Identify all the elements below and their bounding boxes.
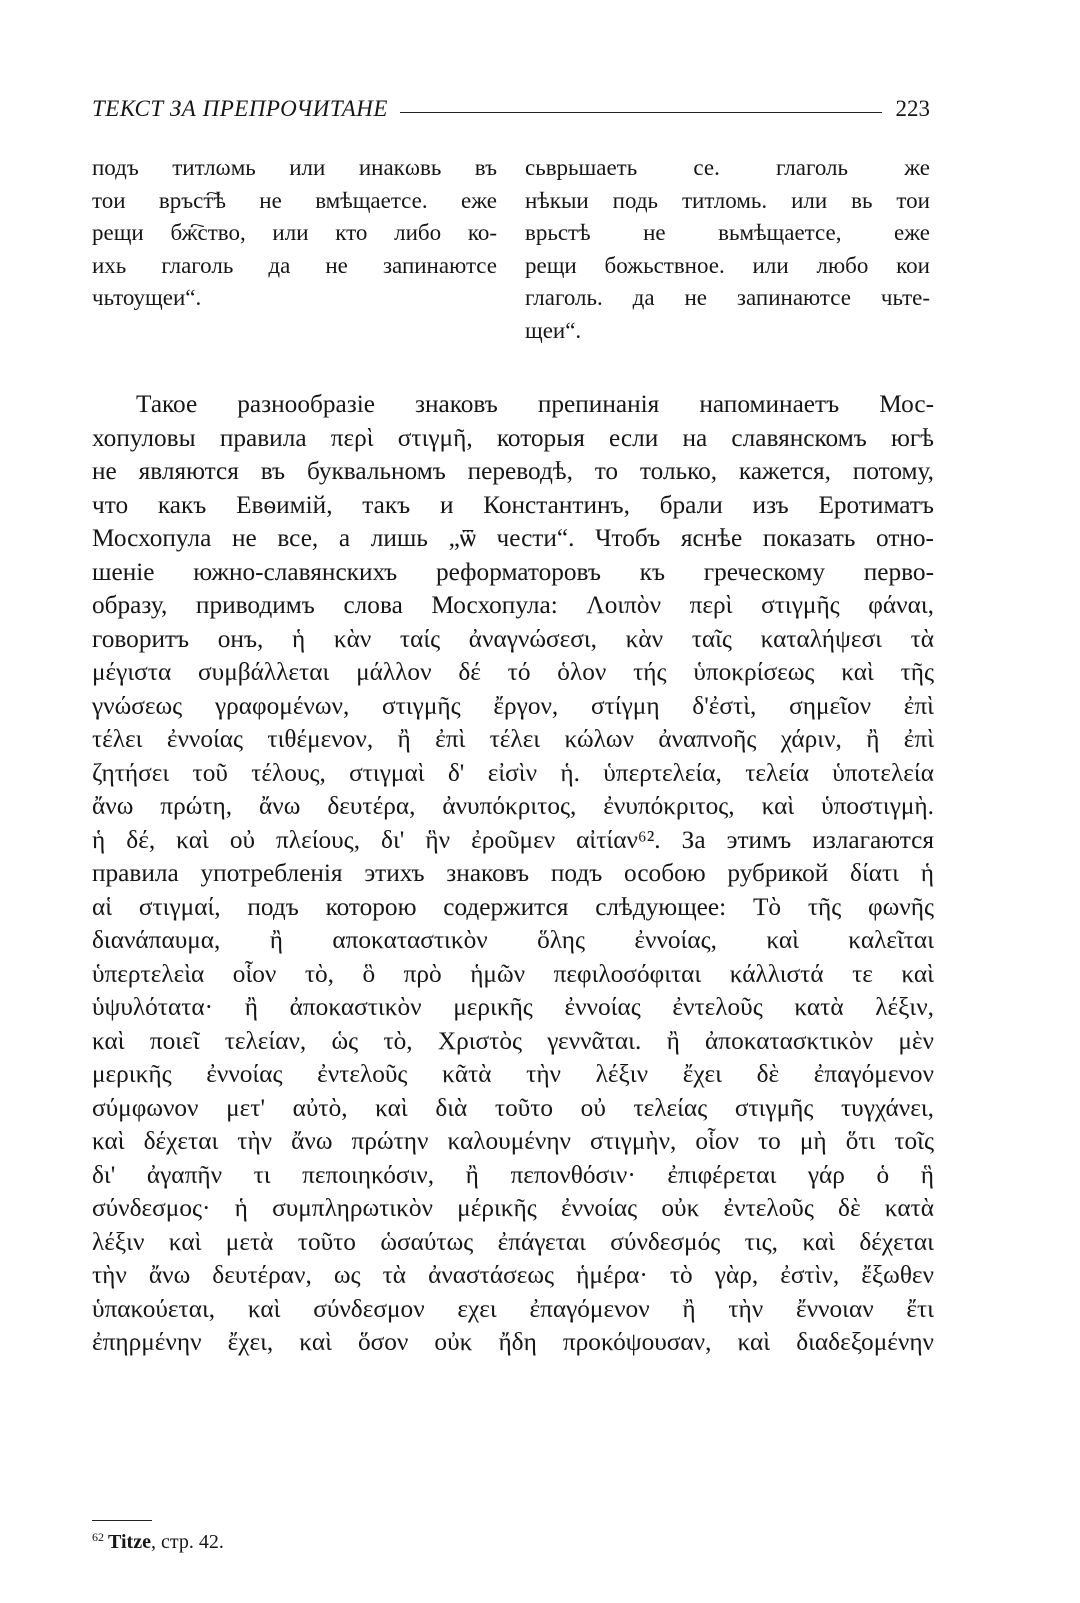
right-column xyxy=(525,152,930,347)
body-line: ὑπερτελεὶα οἷον τὸ, ὃ πρὸ ἡμῶν πεφιλοσόφιται κάλλιστά τε καὶ xyxy=(92,959,934,988)
body-line: ζητήσει τοῦ τέλους, στιγμαὶ δ' εἰσὶν ἡ. ὑπερτελεία, τελεία ὑποτελεία xyxy=(92,758,934,787)
footnote xyxy=(92,1530,224,1554)
left-column-line: рещи бж҇ство, или кто либо ко- xyxy=(92,220,497,245)
right-column-line: врьстѣ не вьмѣщаетсе, еже xyxy=(525,220,930,245)
right-column-line: глаголь. да не запинаютсе чьте- xyxy=(525,285,930,310)
header-rule xyxy=(400,112,882,113)
parallel-columns xyxy=(92,152,930,347)
body-line: διανάπαυμα, ἢ αποκαταστικὸν ὅλης ἐννοίας, καὶ καλεῖται xyxy=(92,926,934,954)
body-line: καὶ δέχεται τὴν ἄνω πρώτην καλουμένην στιγμὴν, οἷον το μὴ ὅτι τοῖς xyxy=(92,1127,934,1155)
body-line: αἱ στιγμαί, подъ которою содержится слѣдующее: Τὸ τῆς φωνῆς xyxy=(92,892,934,921)
right-column-line: нѣкыи подь титломь. или вь тои xyxy=(525,187,930,213)
left-column xyxy=(92,152,497,347)
body-line: ἐπηρμένην ἔχει, καὶ ὅσον οὐκ ἤδη προκόψουσαν, καὶ διαδεξομένην xyxy=(92,1328,934,1356)
body-line: не являются въ буквальномъ переводѣ, то только, кажется, потому, xyxy=(92,457,934,485)
body-paragraph xyxy=(92,388,934,1360)
header-title: ТЕКСТ ЗА ПРЕПРОЧИТАНЕ xyxy=(92,96,388,121)
body-line: μερικῆς ἐννοίας ἐντελοῦς κᾶτὰ τὴν λέξιν ἔχει δὲ ἐπαγόμενον xyxy=(92,1060,934,1088)
left-column-line: подъ титлωмь или инакωвь въ xyxy=(92,155,497,180)
body-line: ὑψυλότατα· ἢ ἀποκαστικὸν μερικῆς ἐννοίας ἐντελοῦς κατὰ λέξιν, xyxy=(92,993,934,1021)
body-line: λέξιν καὶ μετὰ τοῦτο ὡσαύτως ἐπάγεται σύνδεσμός τις, καὶ δέχεται xyxy=(92,1227,934,1256)
body-line: ἄνω πρώτη, ἄνω δευτέρα, ἀνυπόκριτος, ἐνυπόκριτος, καὶ ὑποστιγμὴ. xyxy=(92,792,934,820)
left-column-line: ихь глаголь да не запинаютсе xyxy=(92,252,497,278)
right-column-line: сьврьшаеть се. глаголь же xyxy=(525,155,930,180)
footnote-number: 62 xyxy=(92,1530,104,1544)
left-column-line: тои връст҇ѣ не вмѣщаетсе. еже xyxy=(92,187,497,213)
right-column-line: рещи божьствное. или любо кои xyxy=(525,252,930,278)
body-line: образу, приводимъ слова Мосхопула: Λοιπὸν περὶ στιγμῆς φάναι, xyxy=(92,591,934,619)
body-line: Такое разнообразіе знаковъ препинанія напоминаетъ Мос- xyxy=(136,390,934,418)
footnote-author: Titze xyxy=(108,1531,151,1553)
body-line: что какъ Евѳимій, такъ и Константинъ, брали изъ Еротиматъ xyxy=(92,490,934,519)
footnote-reference: , стр. 42. xyxy=(150,1531,224,1553)
body-line: σύνδεσμος· ἡ συμπληρωτικὸν μέρικῆς ἐννοίας οὐκ ἐντελοῦς δὲ κατὰ xyxy=(92,1194,934,1222)
body-line: Мосхопула не все, а лишь „ѿ чести“. Чтобъ яснѣе показать отно- xyxy=(92,524,934,552)
body-line: правила употребленія этихъ знаковъ подъ особою рубрикой δίατι ἡ xyxy=(92,859,934,887)
body-line: σύμφωνον μετ' αὐτὸ, καὶ διὰ τοῦτο οὐ τελείας στιγμῆς τυγχάνει, xyxy=(92,1093,934,1122)
body-line: τὴν ἄνω δευτέραν, ως τὰ ἀναστάσεως ἡμέρα· τὸ γὰρ, ἐστὶν, ἔξωθεν xyxy=(92,1261,934,1289)
left-column-line: чьтоущеи“. xyxy=(92,285,202,310)
body-line: δι' ἀγαπῆν τι πεποιηκόσιν, ἢ πεπονθόσιν· ἐπιφέρεται γάρ ὁ ἣ xyxy=(92,1160,934,1189)
body-line: γνώσεως γραφομένων, στιγμῆς ἔργον, στίγμη δ'ἐστὶ, σημεῖον ἐπὶ xyxy=(92,691,934,720)
body-line: τέλει ἐννοίας τιθέμενον, ἢ ἐπὶ τέλει κώλων ἀναπνοῆς χάριν, ἢ ἐπὶ xyxy=(92,725,934,753)
body-line: ἡ δέ, καὶ οὐ πλείους, δι' ἣν ἐροῦμεν αἰτίαν⁶². За этимъ излагаются xyxy=(92,825,934,854)
body-line: ὑπακούεται, καὶ σύνδεσμον εχει ἐπαγόμενον ἢ τὴν ἔννοιαν ἔτι xyxy=(92,1294,934,1323)
footnote-rule xyxy=(92,1520,152,1521)
running-header xyxy=(92,86,930,122)
right-column-line: щеи“. xyxy=(525,317,582,343)
body-line: хопуловы правила περὶ στιγμῆ, которыя если на славянскомъ югѣ xyxy=(92,423,934,452)
body-line: шеніе южно-славянскихъ реформаторовъ къ греческому перво- xyxy=(92,557,934,586)
body-line: говоритъ онъ, ἡ κὰν ταίς ἀναγνώσεσι, κὰν ταῖς καταλήψεσι τὰ xyxy=(92,624,934,653)
body-line: μέγιστα συμβάλλεται μάλλον δέ τό ὁλον τής ὑποκρίσεως καὶ τῆς xyxy=(92,658,934,686)
body-line: καὶ ποιεῖ τελείαν, ὡς τὸ, Χριστὸς γεννᾶται. ἢ ἀποκατασκτικὸν μὲν xyxy=(92,1026,934,1055)
page-number: 223 xyxy=(895,96,930,121)
